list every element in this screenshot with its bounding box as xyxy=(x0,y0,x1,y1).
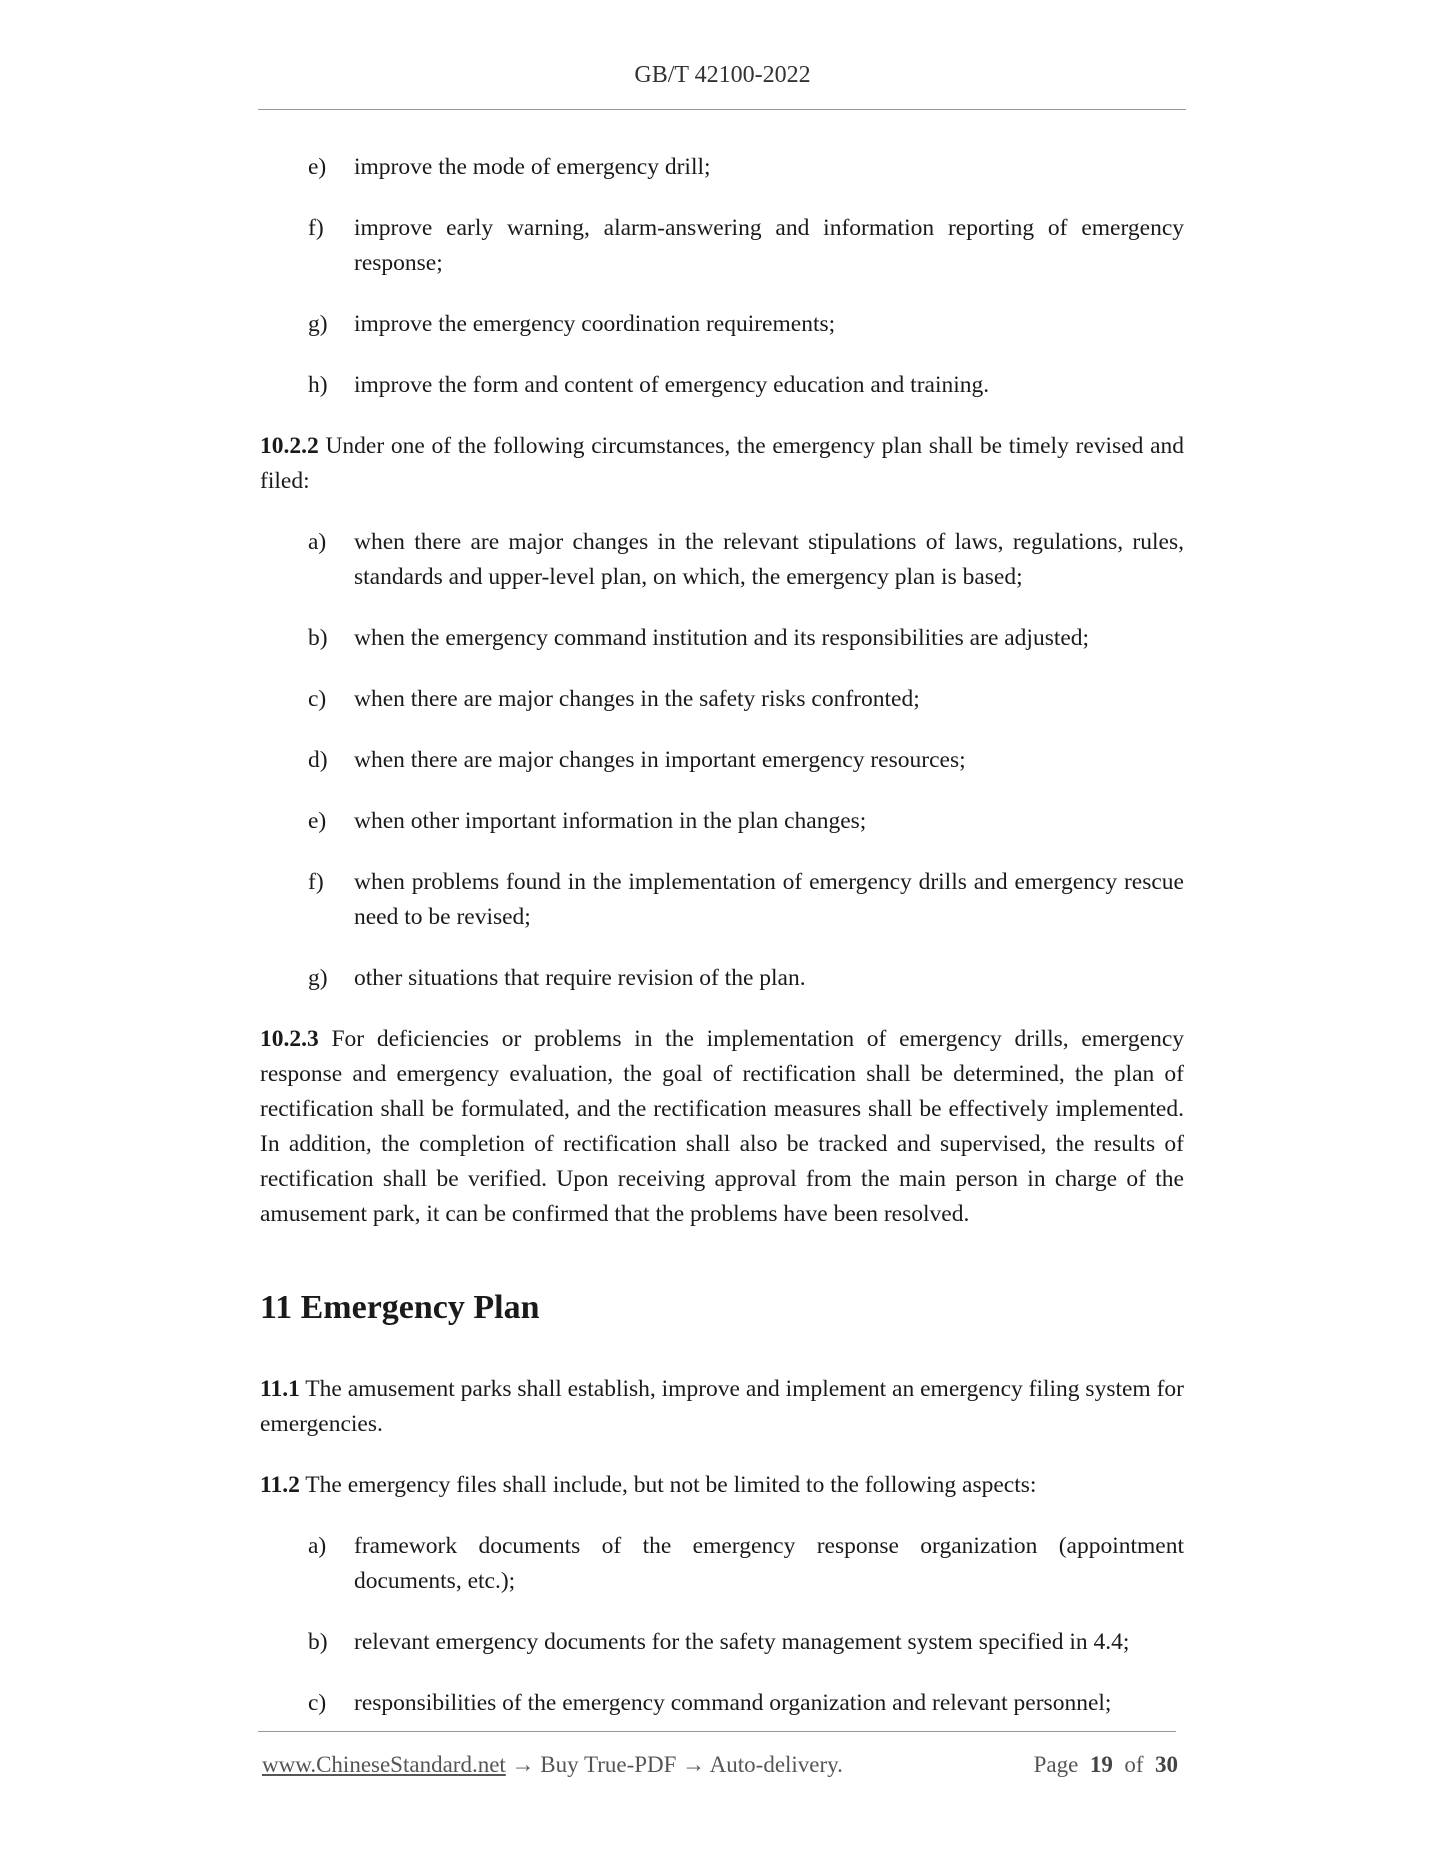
clause-text: The amusement parks shall establish, improve and implement an emergency filing system for emergencies. xyxy=(260,1376,1184,1437)
list-marker: e) xyxy=(308,808,327,834)
list-item-text: responsibilities of the emergency command organization and relevant personnel; xyxy=(354,1690,1112,1716)
list-item-text: improve the emergency coordination requirements; xyxy=(354,311,836,337)
document-body xyxy=(260,150,1184,1747)
list-item xyxy=(260,865,1184,935)
list-marker: d) xyxy=(308,747,328,773)
list-marker: g) xyxy=(308,311,328,337)
total-pages: 30 xyxy=(1155,1752,1178,1777)
website-link[interactable]: www.ChineseStandard.net xyxy=(262,1752,506,1777)
page-footer xyxy=(262,1752,1178,1778)
clause-11-1 xyxy=(260,1372,1184,1442)
clause-11-2 xyxy=(260,1468,1184,1503)
list-marker: c) xyxy=(308,1690,327,1716)
section-heading-11: 11 Emergency Plan xyxy=(260,1289,540,1326)
list-marker: e) xyxy=(308,154,327,180)
list-revision-circumstances xyxy=(260,525,1184,996)
clause-text: For deficiencies or problems in the implementation of emergency drills, emergency response and emergency evaluation, the goal of rectification shall be determined, the plan of rectification shall be formulated, and the rectification measures shall be effectively implemented. In addition, the completion of rectification shall also be tracked and supervised, the results of rectification shall be verified. Upon receiving approval from the main person in charge of the amusement park, it can be confirmed that the problems have been resolved. xyxy=(260,1026,1184,1227)
list-marker: h) xyxy=(308,372,328,398)
footer-promo-text: → Buy True-PDF → Auto-delivery. xyxy=(505,1752,843,1777)
list-marker: f) xyxy=(308,215,324,241)
clause-text: Under one of the following circumstances, the emergency plan shall be timely revised and filed: xyxy=(260,433,1184,494)
list-item xyxy=(260,1529,1184,1599)
page-number: 19 xyxy=(1089,1752,1113,1777)
clause-number: 10.2.3 xyxy=(260,1026,319,1052)
header-divider xyxy=(258,109,1186,110)
list-improvements xyxy=(260,150,1184,403)
list-item-text: improve the form and content of emergency education and training. xyxy=(354,372,990,398)
list-item-text: when other important information in the plan changes; xyxy=(354,808,867,834)
list-emergency-files xyxy=(260,1529,1184,1721)
clause-number: 11.1 xyxy=(260,1376,300,1402)
list-marker: c) xyxy=(308,686,327,712)
list-marker: g) xyxy=(308,965,328,991)
clause-10-2-2 xyxy=(260,429,1184,499)
list-item xyxy=(260,211,1184,281)
footer-divider xyxy=(258,1731,1176,1732)
clause-text: The emergency files shall include, but not be limited to the following aspects: xyxy=(299,1472,1037,1498)
page-label: Page xyxy=(1033,1752,1079,1777)
list-item xyxy=(260,368,1184,403)
of-label: of xyxy=(1124,1752,1144,1777)
list-item xyxy=(260,743,1184,778)
list-item xyxy=(260,525,1184,595)
list-item-text: when the emergency command institution and its responsibilities are adjusted; xyxy=(354,625,1090,651)
list-item xyxy=(260,804,1184,839)
list-item-text: when there are major changes in important emergency resources; xyxy=(354,747,966,773)
list-marker: a) xyxy=(308,1533,327,1559)
list-marker: a) xyxy=(308,529,327,555)
list-item-text: when there are major changes in the relevant stipulations of laws, regulations, rules, standards and upper-level plan, on which, the emergency plan is based; xyxy=(354,529,1184,590)
clause-number: 11.2 xyxy=(260,1472,300,1498)
list-item-text: other situations that require revision of the plan. xyxy=(354,965,806,991)
list-item-text: improve the mode of emergency drill; xyxy=(354,154,711,180)
list-item xyxy=(260,307,1184,342)
clause-number: 10.2.2 xyxy=(260,433,319,459)
list-item xyxy=(260,150,1184,185)
list-item xyxy=(260,682,1184,717)
list-item xyxy=(260,621,1184,656)
list-item-text: relevant emergency documents for the safety management system specified in 4.4; xyxy=(354,1629,1130,1655)
list-marker: b) xyxy=(308,625,328,651)
clause-10-2-3 xyxy=(260,1022,1184,1232)
list-item xyxy=(260,961,1184,996)
page-indicator xyxy=(1034,1752,1178,1778)
list-item xyxy=(260,1686,1184,1721)
list-marker: b) xyxy=(308,1629,328,1655)
list-marker: f) xyxy=(308,869,324,895)
footer-promo xyxy=(262,1752,843,1778)
list-item-text: improve early warning, alarm-answering and information reporting of emergency response; xyxy=(354,215,1184,276)
list-item-text: framework documents of the emergency response organization (appointment documents, etc.); xyxy=(354,1533,1184,1594)
page-header-title: GB/T 42100-2022 xyxy=(634,62,811,88)
list-item-text: when there are major changes in the safety risks confronted; xyxy=(354,686,920,712)
list-item xyxy=(260,1625,1184,1660)
list-item-text: when problems found in the implementation of emergency drills and emergency rescue need to be revised; xyxy=(354,869,1184,930)
